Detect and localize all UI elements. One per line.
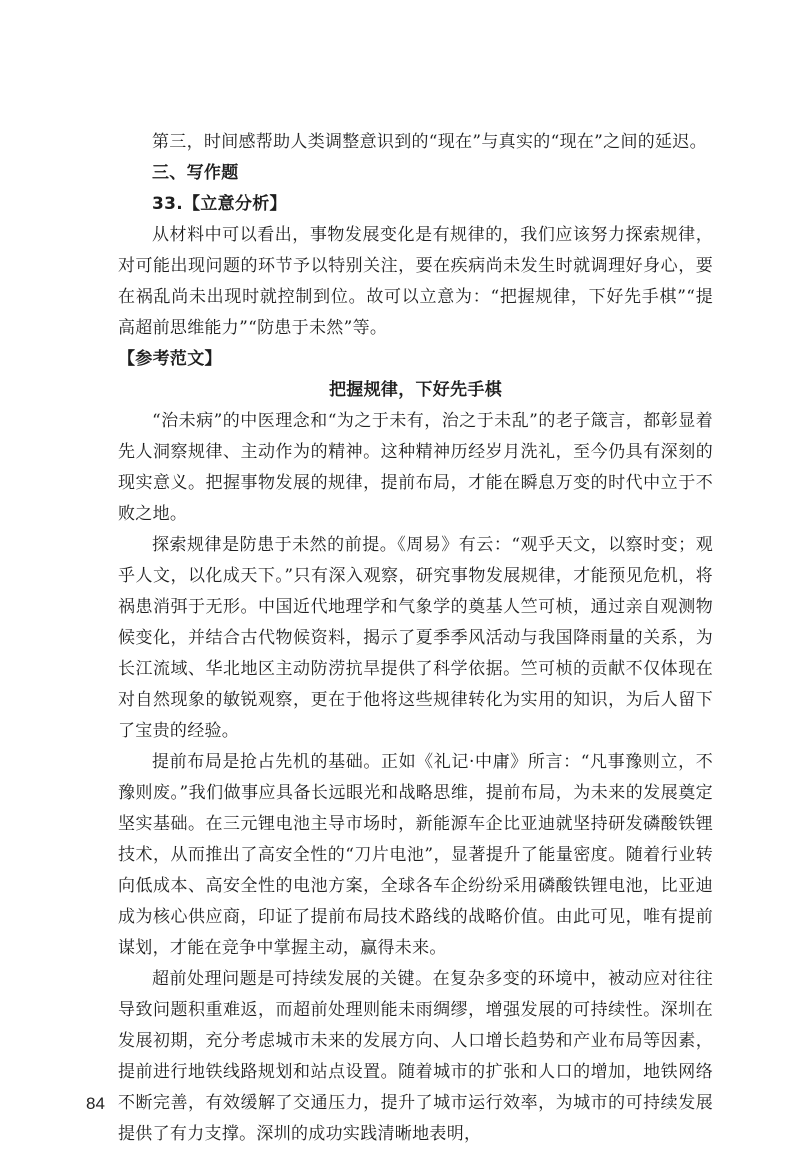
essay-paragraph: 超前处理问题是可持续发展的关键。在复杂多变的环境中，被动应对往往导致问题积重难返，而超前处理则能未雨绸缪，增强发展的可持续性。深圳在发展初期，充分考虑城市未来的发展方向、人口增长趋势和产业布局等因素，提前进行地铁线路规划和站点设置。随着城市的扩张和人口的增加，地铁网络不断完善，有效缓解了交通压力，提升了城市运行效率，为城市的可持续发展提供了有力支撑。深圳的成功实践清晰地表明， <box>118 969 713 1144</box>
essay-title: 把握规律，下好先手棋 <box>329 380 502 400</box>
analysis-paragraph: 从材料中可以看出，事物发展变化是有规律的，我们应该努力探索规律，对可能出现问题的环节予以特别关注，要在疾病尚未发生时就调理好身心，要在祸乱尚未出现时就控制到位。故可以立意为：“把握规律，下好先手棋”“提高超前思维能力”“防患于未然”等。 <box>118 225 713 338</box>
intro-line: 第三，时间感帮助人类调整意识到的“现在”与真实的“现在”之间的延迟。 <box>152 132 707 152</box>
essay-paragraph: “治未病”的中医理念和“为之于未有，治之于未乱”的老子箴言，都彰显着先人洞察规律、主动作为的精神。这种精神历经岁月洗礼，至今仍具有深刻的现实意义。把握事物发展的规律，提前布局，才能在瞬息万变的时代中立于不败之地。 <box>118 411 713 524</box>
essay-paragraph: 探索规律是防患于未然的前提。《周易》有云：“观乎天文，以察时变；观乎人文，以化成天下。”只有深入观察，研究事物发展规律，才能预见危机，将祸患消弭于无形。中国近代地理学和气象学的奠基人竺可桢，通过亲自观测物候变化，并结合古代物候资料，揭示了夏季季风活动与我国降雨量的关系，为长江流域、华北地区主动防涝抗旱提供了科学依据。竺可桢的贡献不仅体现在对自然现象的敏锐观察，更在于他将这些规律转化为实用的知识，为后人留下了宝贵的经验。 <box>118 535 713 741</box>
page-number: 84 <box>86 1094 105 1113</box>
page-content <box>118 127 713 1150</box>
essay-paragraph: 提前布局是抢占先机的基础。正如《礼记·中庸》所言：“凡事豫则立，不豫则废。”我们做事应具备长远眼光和战略思维，提前布局，为未来的发展奠定坚实基础。在三元锂电池主导市场时，新能源车企比亚迪就坚持研发磷酸铁锂技术，从而推出了高安全性的“刀片电池”，显著提升了能量密度。随着行业转向低成本、高安全性的电池方案，全球各车企纷纷采用磷酸铁锂电池，比亚迪成为核心供应商，印证了提前布局技术路线的战略价值。由此可见，唯有提前谋划，才能在竞争中掌握主动，赢得未来。 <box>118 752 713 958</box>
sample-essay-heading: 【参考范文】 <box>118 349 222 369</box>
section-heading-writing: 三、写作题 <box>152 163 239 183</box>
question-33-heading: 33.【立意分析】 <box>152 194 287 214</box>
